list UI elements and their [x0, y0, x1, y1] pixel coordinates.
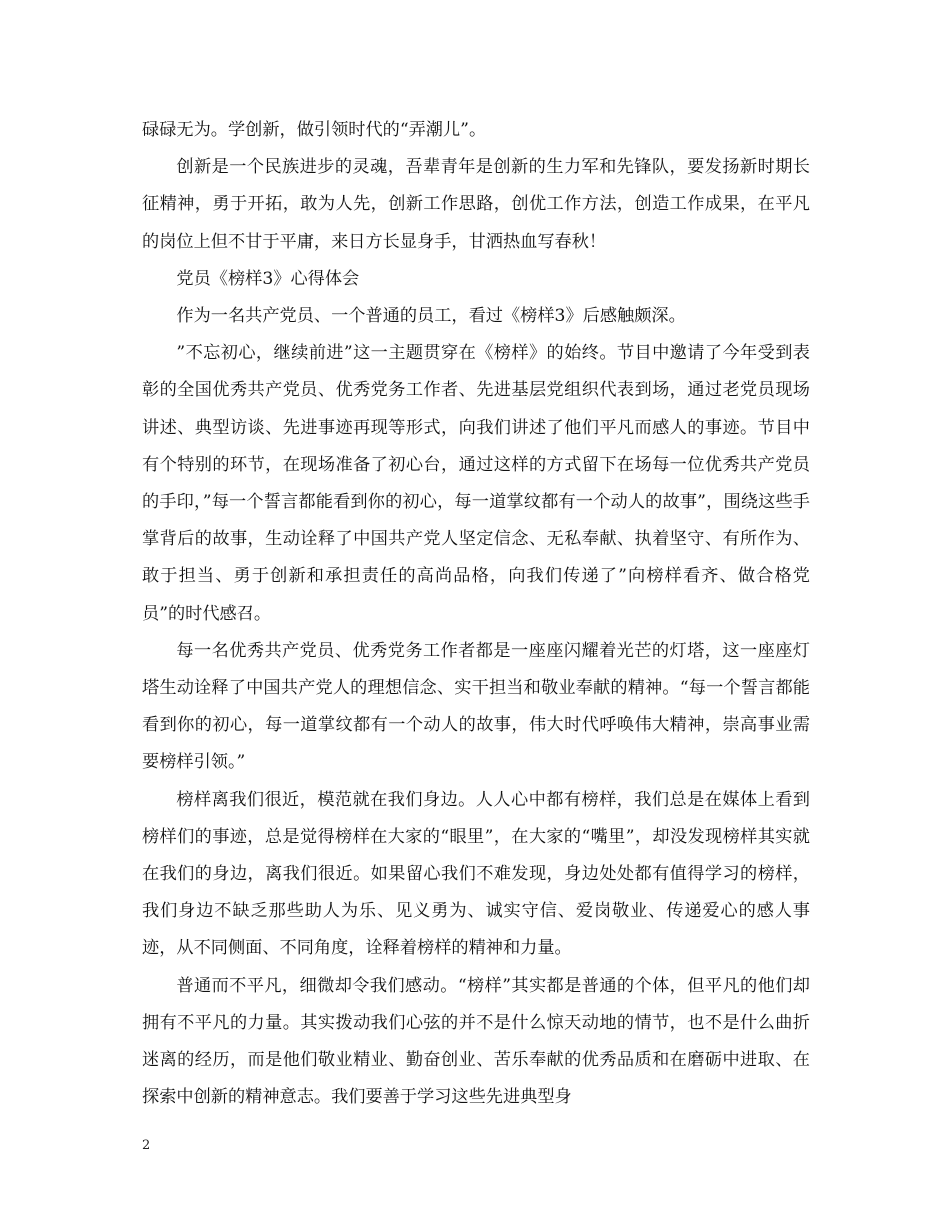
paragraph: 榜样离我们很近，模范就在我们身边。人人心中都有榜样，我们总是在媒体上看到榜样们的事迹，总是觉得榜样在大家的“眼里”，在大家的“嘴里”，却没发现榜样其实就在我们的身边，离我们很近。如果留心我们不难发现，身边处处都有值得学习的榜样，我们身边不缺乏那些助人为乐、见义勇为、诚实守信、爱岗敬业、传递爱心的感人事迹，从不同侧面、不同角度，诠释着榜样的精神和力量。 [142, 789, 810, 959]
paragraph: ”不忘初心，继续前进”这一主题贯穿在《榜样》的始终。节目中邀请了今年受到表彰的全国优秀共产党员、优秀党务工作者、先进基层党组织代表到场，通过老党员现场讲述、典型访谈、先进事迹再现等形式，向我们讲述了他们平凡而感人的事迹。节目中有个特别的环节，在现场准备了初心台，通过这样的方式留下在场每一位优秀共产党员的手印，”每一个誓言都能看到你的初心，每一道掌纹都有一个动人的故事”，围绕这些手掌背后的故事，生动诠释了中国共产党人坚定信念、无私奉献、执着坚守、有所作为、敢于担当、勇于创新和承担责任的高尚品格，向我们传递了”向榜样看齐、做合格党员”的时代感召。 [142, 343, 810, 624]
section-title: 党员《榜样3》心得体会 [176, 268, 360, 289]
paragraph: 每一名优秀共产党员、优秀党务工作者都是一座座闪耀着光芒的灯塔，这一座座灯塔生动诠释了中国共产党人的理想信念、实干担当和敬业奉献的精神。“每一个誓言都能看到你的初心，每一道掌纹都有一个动人的故事，伟大时代呼唤伟大精神，崇高事业需要榜样引领。” [142, 640, 810, 773]
paragraph: 创新是一个民族进步的灵魂，吾辈青年是创新的生力军和先锋队，要发扬新时期长征精神，勇于开拓，敢为人先，创新工作思路，创优工作方法，创造工作成果，在平凡的岗位上但不甘于平庸，来日方长显身手，甘洒热血写春秋！ [142, 157, 810, 252]
paragraph: 普通而不平凡，细微却令我们感动。“榜样”其实都是普通的个体，但平凡的他们却拥有不平凡的力量。其实拨动我们心弦的并不是什么惊天动地的情节，也不是什么曲折迷离的经历，而是他们敬业精业、勤奋创业、苦乐奉献的优秀品质和在磨砺中进取、在探索中创新的精神意志。我们要善于学习这些先进典型身 [142, 975, 810, 1108]
paragraph: 作为一名共产党员、一个普通的员工，看过《榜样3》后感触颇深。 [176, 306, 686, 327]
paragraph: 碌碌无为。学创新，做引领时代的“弄潮儿”。 [142, 120, 487, 140]
document-body [142, 112, 810, 1116]
page-number: 2 [142, 1138, 151, 1153]
